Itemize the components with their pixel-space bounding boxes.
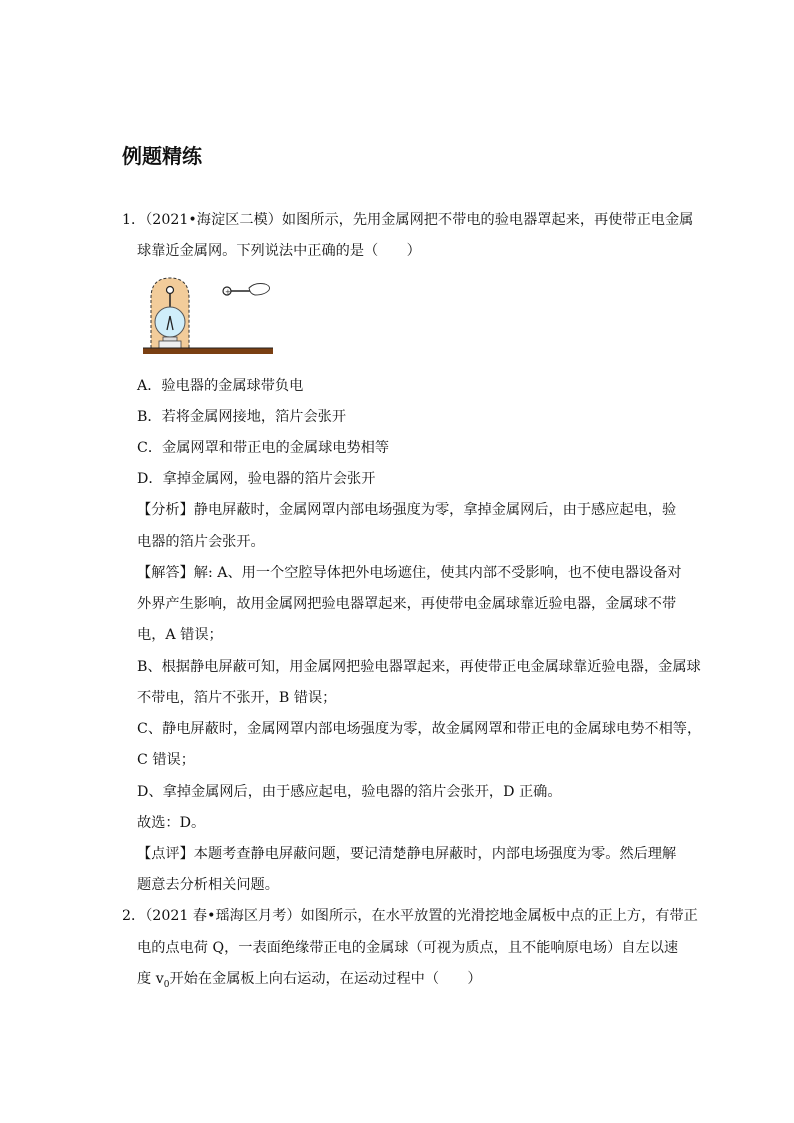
svg-text:+: + xyxy=(225,288,231,296)
q1-analysis-line1: 【分析】静电屏蔽时，金属网罩内部电场强度为零，拿掉金属网后，由于感应起电，验 xyxy=(137,502,677,518)
q1-answer-line7: C 错误； xyxy=(137,752,195,768)
q1-answer-line2: 外界产生影响，故用金属网把验电器罩起来，再使带电金属球靠近验电器，金属球不带 xyxy=(137,596,677,612)
ground-base xyxy=(143,348,273,354)
q2-stem-line2: 电的点电荷 Q，一表面绝缘带正电的金属球（可视为质点，且不能响原电场）自左以速 xyxy=(137,940,679,956)
electroscope-ball xyxy=(167,287,174,294)
q1-answer-line8: D、拿掉金属网后，由于感应起电，验电器的箔片会张开，D 正确。 xyxy=(137,784,562,800)
hand-icon xyxy=(249,284,270,296)
q1-answer-line4: B、根据静电屏蔽可知，用金属网把验电器罩起来，再使带正电金属球靠近验电器，金属球 xyxy=(137,659,701,675)
glass-sphere xyxy=(155,307,185,337)
q1-comment-line1: 【点评】本题考查静电屏蔽问题，要记清楚静电屏蔽时，内部电场强度为零。然后理解 xyxy=(137,846,677,862)
q2-line3-post: 开始在金属板上向右运动，在运动过程中（ ） xyxy=(169,971,482,987)
q1-option-a: A．验电器的金属球带负电 xyxy=(137,378,304,394)
q1-answer-line5: 不带电，箔片不张开，B 错误； xyxy=(137,690,337,706)
q1-answer-line6: C、静电屏蔽时，金属网罩内部电场强度为零，故金属网罩和带正电的金属球电势不相等， xyxy=(137,721,702,737)
q1-answer-line1: 【解答】解: A、用一个空腔导体把外电场遮住，使其内部不受影响，也不使电器设备对 xyxy=(137,565,682,581)
section-title: 例题精练 xyxy=(122,144,202,168)
q1-analysis-line2: 电器的箔片会张开。 xyxy=(137,534,265,550)
q1-option-d: D．拿掉金属网，验电器的箔片会张开 xyxy=(137,471,376,487)
q1-option-c: C．金属网罩和带正电的金属球电势相等 xyxy=(137,440,390,456)
electroscope-figure xyxy=(143,276,275,360)
q2-stem-line3 xyxy=(137,969,482,995)
q1-comment-line2: 题意去分析相关问题。 xyxy=(137,877,279,893)
q1-stem-line2: 球靠近金属网。下列说法中正确的是（ ） xyxy=(137,243,421,259)
q1-answer-line3: 电，A 错误； xyxy=(137,627,223,643)
q1-option-b: B．若将金属网接地，箔片会张开 xyxy=(137,409,347,425)
q2-line3-sub: 0 xyxy=(163,979,170,990)
q2-line3-pre: 度 v xyxy=(137,971,164,987)
q1-answer-line9: 故选：D。 xyxy=(137,815,206,831)
q1-stem-line1: 1．（2021•海淀区二模）如图所示，先用金属网把不带电的验电器罩起来，再使带正电金属 xyxy=(122,212,694,228)
q2-stem-line1: 2．（2021 春•瑶海区月考）如图所示，在水平放置的光滑挖地金属板中点的正上方，有带正 xyxy=(122,908,698,924)
